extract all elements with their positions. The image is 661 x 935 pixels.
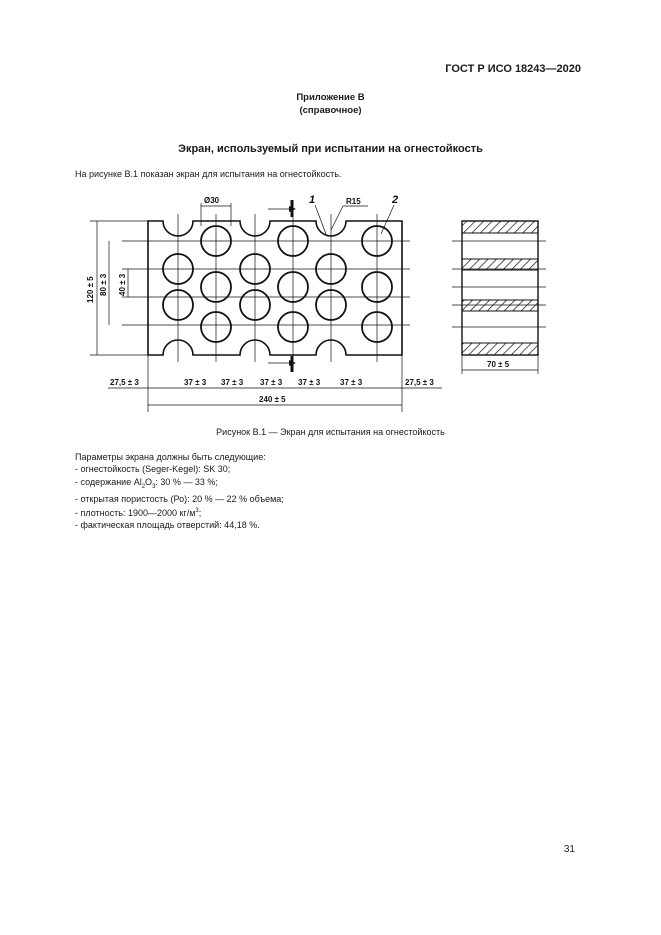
radius-label: R15 [346, 197, 361, 206]
intro-text: На рисунке В.1 показан экран для испытания на огнестойкость. [75, 169, 342, 179]
height-40-label: 40 ± 3 [118, 273, 127, 296]
param-porosity: - открытая пористость (Ро): 20 % — 22 % объема; [75, 493, 284, 504]
hole-grid [163, 226, 392, 342]
screen-drawing [0, 185, 661, 425]
edge-right-label: 27,5 ± 3 [405, 378, 434, 387]
pitch-label-2: 37 ± 3 [221, 378, 244, 387]
annex-heading [0, 91, 661, 117]
width-total-label: 240 ± 5 [259, 395, 286, 404]
height-80-label: 80 ± 3 [99, 273, 108, 296]
param-density: - плотность: 1900—2000 $кг/м^3$; [75, 507, 202, 518]
thickness-label: 70 ± 5 [487, 360, 510, 369]
callout-2: 2 [392, 194, 399, 206]
figure-caption: Рисунок В.1 — Экран для испытания на огнестойкость [216, 427, 445, 437]
param-refractoriness: - огнестойкость (Seger-Kegel): SK 30; [75, 464, 231, 475]
edge-left-label: 27,5 ± 3 [110, 378, 139, 387]
param-open-area: - фактическая площадь отверстий: 44,18 %. [75, 520, 260, 531]
callout-1: 1 [309, 194, 316, 206]
pitch-label-4: 37 ± 3 [298, 378, 321, 387]
annex-subtitle: (справочное) [299, 105, 362, 116]
height-total-label: 120 ± 5 [86, 276, 95, 303]
section-view [452, 221, 546, 374]
param-alumina: - содержание $Al_2O_3$: 30 % — 33 %; [75, 476, 218, 490]
pitch-label-3: 37 ± 3 [260, 378, 283, 387]
callout-1-leader [315, 205, 326, 234]
centre-lines [122, 214, 410, 362]
standard-number: ГОСТ Р ИСО 18243—2020 [445, 63, 581, 75]
page-number: 31 [563, 844, 575, 855]
diameter-label: Ø30 [204, 196, 220, 205]
radius-leader [331, 206, 343, 230]
pitch-label-1: 37 ± 3 [184, 378, 207, 387]
params-heading: Параметры экрана должны быть следующие: [75, 452, 266, 462]
annex-title: Приложение В [296, 92, 365, 103]
pitch-label-5: 37 ± 3 [340, 378, 363, 387]
section-title: Экран, используемый при испытании на огнестойкость [178, 143, 483, 155]
parameters-list [75, 451, 284, 532]
